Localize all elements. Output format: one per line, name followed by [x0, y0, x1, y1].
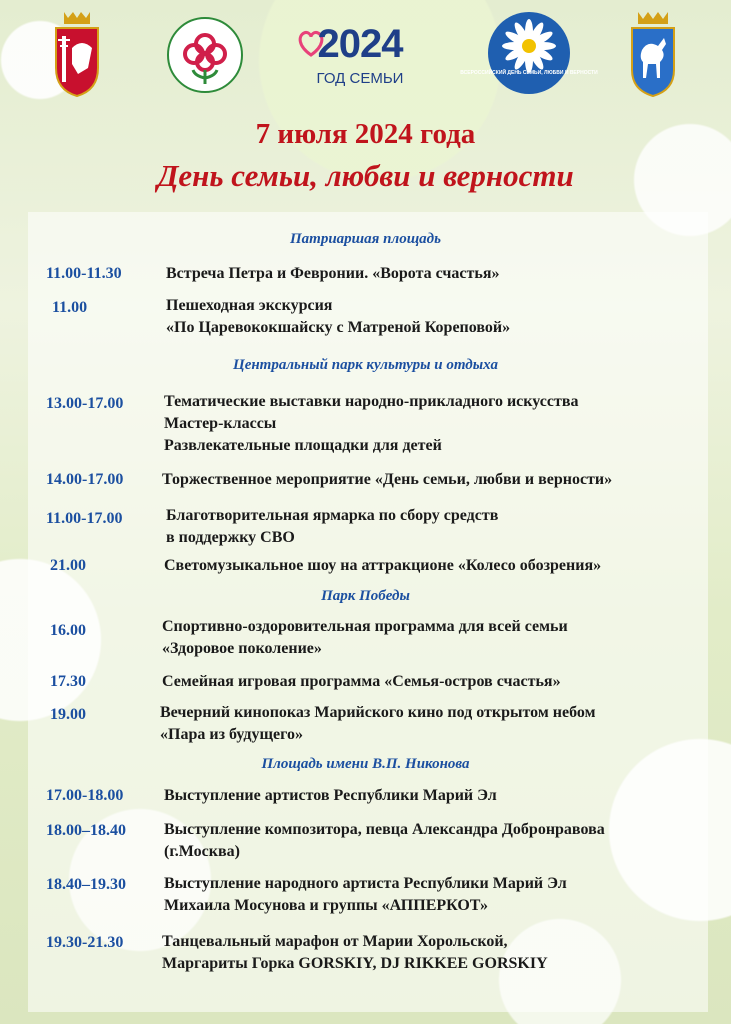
event-title: День семьи, любви и верности [157, 158, 574, 193]
event-time: 17.00-18.00 [46, 787, 124, 804]
yoshkar-ola-coat-of-arms-icon [628, 10, 678, 98]
event-time: 21.00 [50, 557, 86, 574]
section-title-victory-park: Парк Победы [321, 588, 410, 604]
event-description: Встреча Петра и Февронии. «Ворота счастья» [166, 265, 500, 282]
event-description: Танцевальный марафон от Марии Хорольской, Маргариты Горка GORSKIY, DJ RIKKEE GORSKIY [162, 933, 548, 972]
logo-bar [0, 0, 731, 110]
event-description: Пешеходная экскурсия «По Царевококшайску с Матреной Кореповой» [166, 297, 511, 336]
year-of-family-logo [300, 22, 420, 92]
event-description: Семейная игровая программа «Семья-остров счастья» [162, 673, 561, 690]
day-of-family-daisy-emblem-icon [460, 10, 598, 96]
event-description: Выступление артистов Республики Марий Эл [164, 787, 497, 804]
event-description: Вечерний кинопоказ Марийского кино под открытом небом «Пара из будущего» [160, 704, 596, 743]
event-time: 13.00-17.00 [46, 395, 124, 412]
event-time: 17.30 [50, 673, 86, 690]
event-time: 19.00 [50, 706, 86, 723]
year-logo-text: ГОД СЕМЬИ [316, 70, 404, 87]
event-date: 7 июля 2024 года [255, 118, 476, 150]
event-time: 11.00-11.30 [46, 265, 122, 282]
section-title-central-park: Центральный парк культуры и отдыха [233, 357, 498, 373]
year-logo-number: 2024 [317, 22, 403, 66]
event-description: Светомузыкальное шоу на аттракционе «Колесо обозрения» [164, 557, 602, 574]
event-time: 18.00–18.40 [46, 822, 126, 839]
event-description: Благотворительная ярмарка по сбору средств в поддержку СВО [166, 507, 499, 546]
section-title-nikonov-square: Площадь имени В.П. Никонова [261, 756, 470, 772]
day-logo-text: ВСЕРОССИЙСКИЙ ДЕНЬ СЕМЬИ, ЛЮБВИ И ВЕРНОСТИ [460, 70, 598, 76]
event-description: Спортивно-оздоровительная программа для всей семьи «Здоровое поколение» [162, 618, 568, 657]
event-time: 11.00 [52, 299, 88, 316]
event-description: Выступление народного артиста Республики Марий Эл Михаила Мосунова и группы «АППЕРКОТ» [164, 875, 567, 914]
event-time: 11.00-17.00 [46, 510, 123, 527]
event-description: Торжественное мероприятие «День семьи, любви и верности» [162, 471, 613, 488]
section-title-patriarch-square: Патриаршая площадь [290, 231, 441, 247]
event-time: 19.30-21.30 [46, 934, 124, 951]
event-time: 16.00 [50, 622, 86, 639]
event-time: 14.00-17.00 [46, 471, 124, 488]
event-time: 18.40–19.30 [46, 876, 126, 893]
mari-el-coat-of-arms-icon [52, 8, 102, 98]
event-description: Выступление композитора, певца Александра Добронравова (г.Москва) [164, 821, 605, 860]
year-of-family-flower-emblem-icon [166, 14, 244, 96]
event-description: Тематические выставки народно-прикладного искусства Мастер-классы Развлекательные площадки для детей [164, 393, 579, 454]
